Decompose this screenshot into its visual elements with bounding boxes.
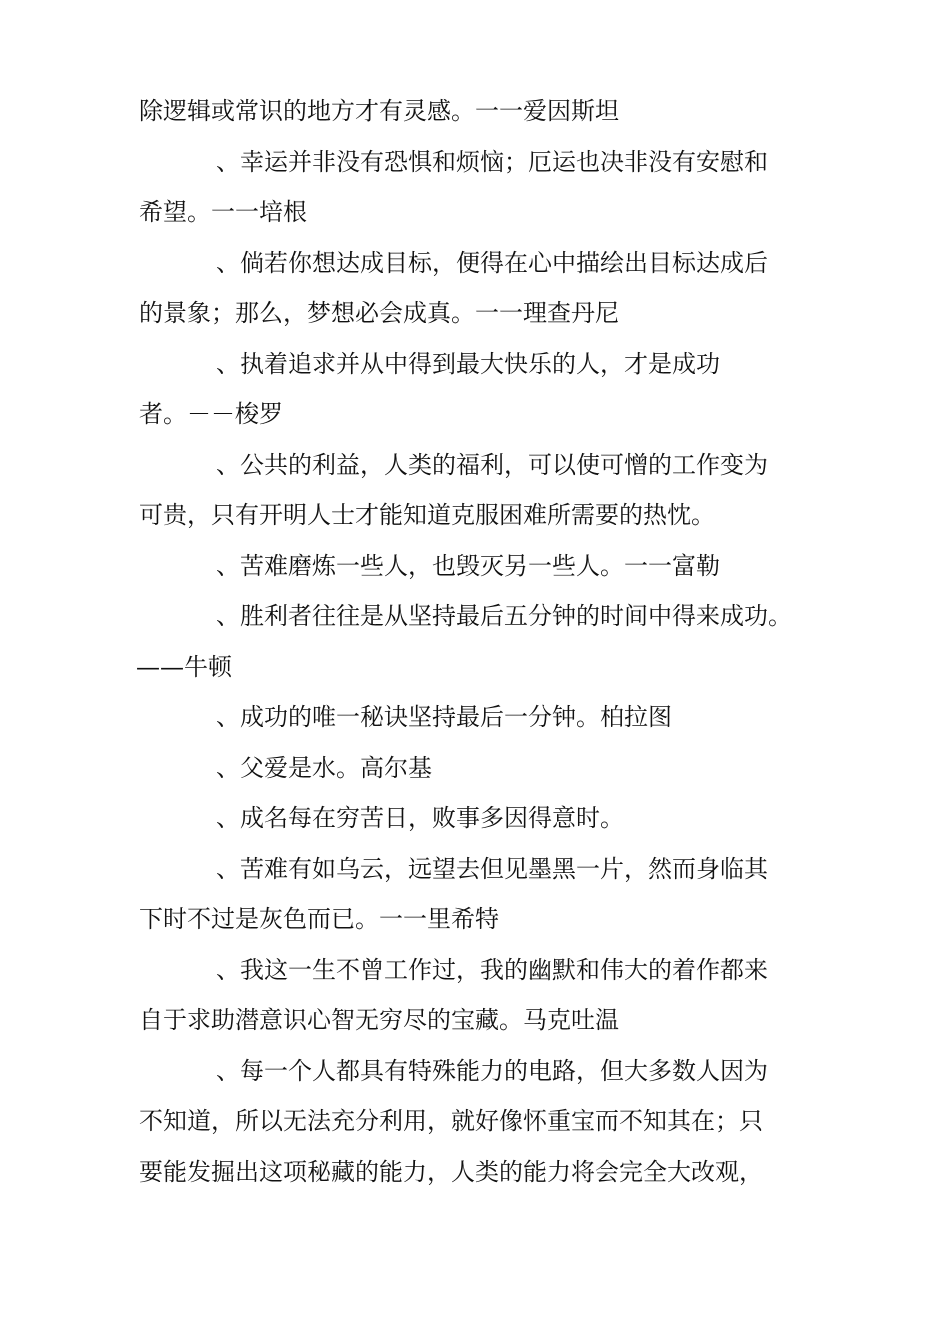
- text-line: 下时不过是灰色而已。一一里希特: [139, 905, 499, 933]
- quote-text-block: [136, 86, 829, 1197]
- text-line: 的景象；那么，梦想必会成真。一一理查丹尼: [139, 299, 619, 327]
- text-line: 、幸运并非没有恐惧和烦恼；厄运也决非没有安慰和: [216, 147, 768, 176]
- text-line: 、倘若你想达成目标，便得在心中描绘出目标达成后: [216, 248, 768, 277]
- text-line: 希望。一一培根: [139, 198, 307, 226]
- text-line: 可贵，只有开明人士才能知道克服困难所需要的热忱。: [139, 501, 715, 529]
- text-line: 、苦难有如乌云，远望去但见墨黑一片，然而身临其: [216, 854, 768, 883]
- text-line: 自于求助潜意识心智无穷尽的宝藏。马克吐温: [139, 1006, 619, 1034]
- text-line: 除逻辑或常识的地方才有灵感。一一爱因斯坦: [139, 97, 619, 125]
- text-line: 、成功的唯一秘诀坚持最后一分钟。柏拉图: [216, 703, 672, 731]
- text-line: 、我这一生不曾工作过，我的幽默和伟大的着作都来: [216, 955, 768, 984]
- text-line: 、成名每在穷苦日，败事多因得意时。: [216, 804, 624, 832]
- text-line: 、公共的利益，人类的福利，可以使可憎的工作变为: [216, 450, 768, 479]
- text-line: 、执着追求并从中得到最大快乐的人，才是成功: [216, 349, 720, 378]
- text-line: ——牛顿: [136, 652, 232, 681]
- text-line: 、父爱是水。高尔基: [216, 753, 432, 782]
- text-line: 、胜利者往往是从坚持最后五分钟的时间中得来成功。: [216, 602, 792, 630]
- text-line: 、每一个人都具有特殊能力的电路，但大多数人因为: [216, 1056, 768, 1085]
- text-line: 者。－－梭罗: [139, 400, 283, 428]
- text-line: 、苦难磨炼一些人，也毁灭另一些人。一一富勒: [216, 551, 720, 580]
- text-line: 要能发掘出这项秘藏的能力，人类的能力将会完全大改观，: [139, 1157, 763, 1186]
- text-line: 不知道，所以无法充分利用，就好像怀重宝而不知其在；只: [139, 1107, 763, 1135]
